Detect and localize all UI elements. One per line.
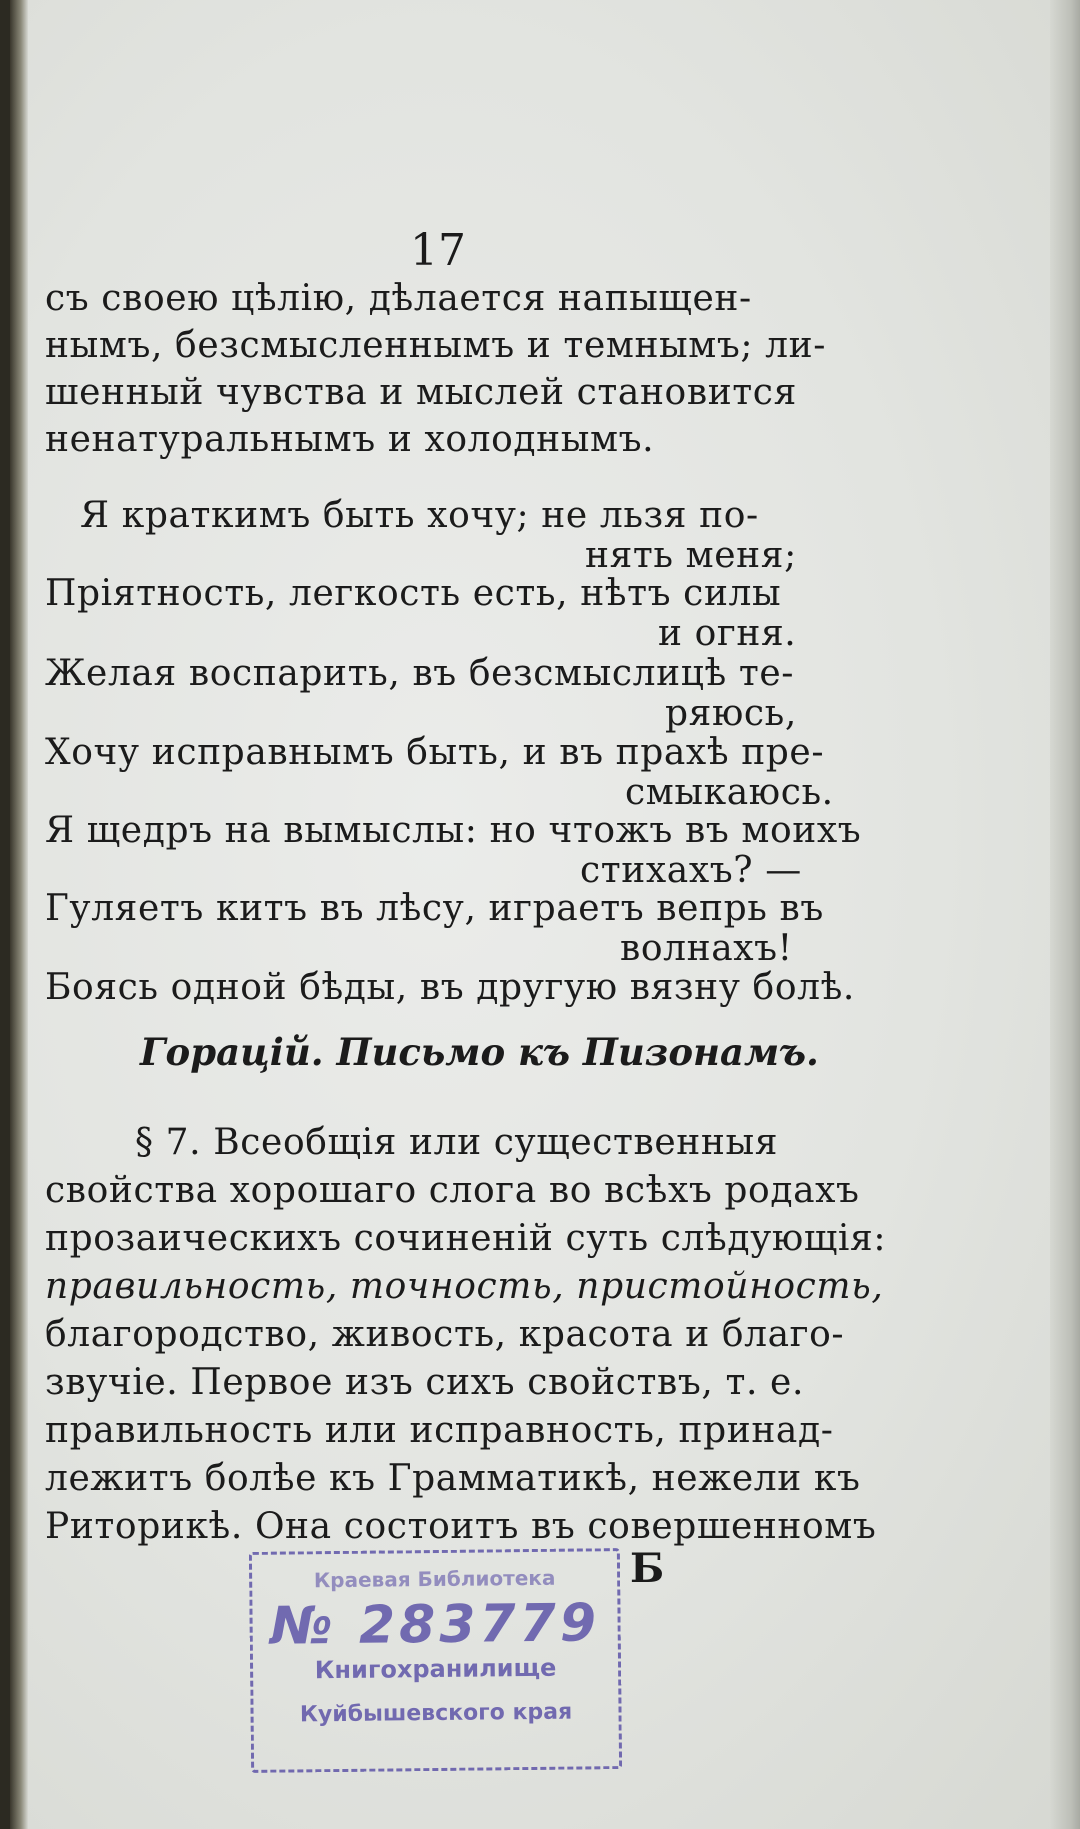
verse-line-continuation: волнахъ! bbox=[620, 928, 793, 969]
verse-line-continuation: и огня. bbox=[658, 613, 797, 654]
verse-line: Боясь одной бѣды, въ другую вязну болѣ. bbox=[45, 967, 855, 1008]
verse-line: Я щедръ на вымыслы: но чтожъ въ моихъ bbox=[45, 810, 862, 851]
verse-line-continuation: стихахъ? — bbox=[580, 850, 802, 891]
section-line: § 7. Всеобщія или существенныя bbox=[135, 1122, 779, 1163]
section-line: Риторикѣ. Она состоитъ въ совершенномъ bbox=[45, 1506, 877, 1547]
verse-line: Пріятность, легкость есть, нѣтъ силы bbox=[45, 573, 782, 614]
verse-line-continuation: нять меня; bbox=[585, 535, 797, 576]
section-line: правильность или исправность, принад- bbox=[45, 1410, 834, 1451]
page-right-edge bbox=[1050, 0, 1080, 1829]
library-stamp bbox=[249, 1548, 622, 1773]
verse-line: Желая воспарить, въ безсмыслицѣ те- bbox=[45, 653, 794, 694]
stamp-middle-text: Книгохранилище bbox=[314, 1653, 557, 1685]
section-line: благородство, живость, красота и благо- bbox=[45, 1314, 845, 1355]
prose-line: шенный чувства и мыслей становится bbox=[45, 372, 797, 413]
verse-line-continuation: ряюсь, bbox=[665, 693, 797, 734]
stamp-bottom-text: Куйбышевского края bbox=[299, 1699, 573, 1728]
stamp-top-text: Краевая Библиотека bbox=[313, 1565, 556, 1593]
prose-line: нымъ, безсмысленнымъ и темнымъ; ли- bbox=[45, 325, 827, 366]
page-left-edge bbox=[10, 0, 28, 1829]
page-number: 17 bbox=[410, 225, 466, 276]
section-line: звучіе. Первое изъ сихъ свойствъ, т. е. bbox=[45, 1362, 804, 1403]
section-line: лежитъ болѣе къ Грамматикѣ, нежели къ bbox=[45, 1458, 861, 1499]
section-line: прозаическихъ сочиненій суть слѣдующія: bbox=[45, 1218, 887, 1259]
verse-line: Я краткимъ быть хочу; не льзя по- bbox=[80, 495, 759, 536]
verse-line: Гуляетъ китъ въ лѣсу, играетъ вепрь въ bbox=[45, 888, 824, 929]
section-line: правильность, точность, пристойность, bbox=[45, 1266, 884, 1307]
stamp-number: № 283779 bbox=[269, 1593, 601, 1657]
verse-line-continuation: смыкаюсь. bbox=[625, 772, 834, 813]
signature-mark: Б bbox=[630, 1545, 665, 1592]
verse-line: Хочу исправнымъ быть, и въ прахѣ пре- bbox=[45, 732, 825, 773]
section-line: свойства хорошаго слога во всѣхъ родахъ bbox=[45, 1170, 860, 1211]
prose-line: ненатуральнымъ и холоднымъ. bbox=[45, 419, 655, 460]
prose-line: съ своею цѣлію, дѣлается напыщен- bbox=[45, 278, 752, 319]
quote-attribution: Горацій. Письмо къ Пизонамъ. bbox=[140, 1030, 819, 1074]
book-page bbox=[10, 0, 1080, 1829]
